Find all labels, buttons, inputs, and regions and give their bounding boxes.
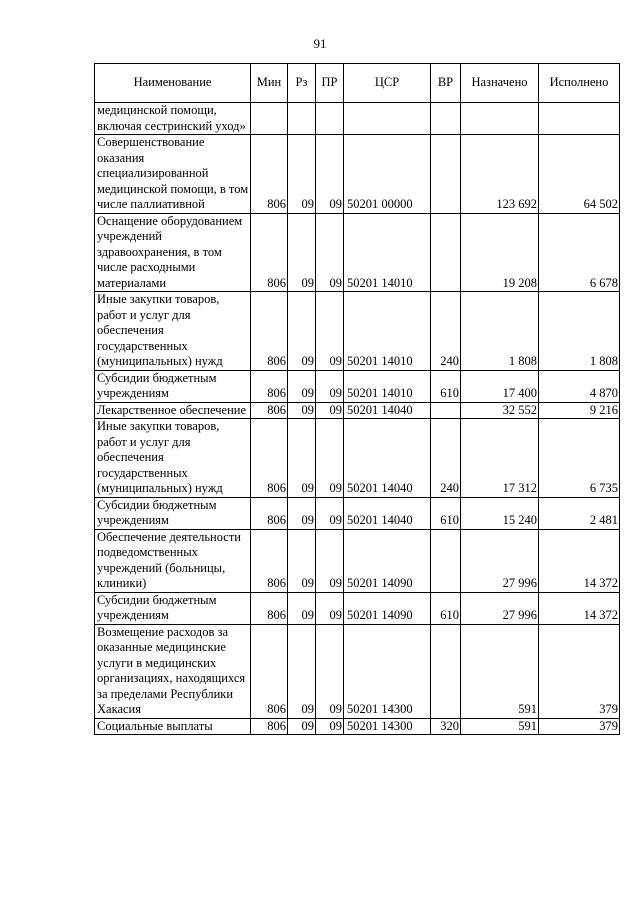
cell-vr: 240 — [431, 292, 461, 371]
cell-rz: 09 — [288, 624, 316, 718]
cell-csr: 50201 14300 — [344, 718, 431, 735]
cell-name: Совершенствование оказания специализированной медицинской помощи, в том числе паллиативной — [95, 135, 251, 214]
cell-name: Иные закупки товаров, работ и услуг для обеспечения государственных (муниципальных) нужд — [95, 419, 251, 498]
cell-name: Оснащение оборудованием учреждений здравоохранения, в том числе расходными материалами — [95, 213, 251, 292]
cell-executed — [539, 103, 620, 135]
table-row — [95, 497, 620, 529]
cell-executed: 64 502 — [539, 135, 620, 214]
cell-executed: 14 372 — [539, 592, 620, 624]
cell-name: Субсидии бюджетным учреждениям — [95, 370, 251, 402]
cell-rz: 09 — [288, 419, 316, 498]
budget-table — [94, 63, 620, 735]
cell-csr: 50201 14040 — [344, 497, 431, 529]
cell-assigned: 27 996 — [461, 592, 539, 624]
cell-rz: 09 — [288, 497, 316, 529]
cell-assigned: 27 996 — [461, 529, 539, 592]
header-executed: Исполнено — [539, 64, 620, 103]
header-min: Мин — [251, 64, 288, 103]
cell-min: 806 — [251, 592, 288, 624]
cell-assigned: 591 — [461, 718, 539, 735]
cell-name: Иные закупки товаров, работ и услуг для обеспечения государственных (муниципальных) нужд — [95, 292, 251, 371]
cell-rz: 09 — [288, 292, 316, 371]
cell-vr — [431, 529, 461, 592]
cell-assigned: 17 400 — [461, 370, 539, 402]
cell-rz: 09 — [288, 718, 316, 735]
cell-name: Субсидии бюджетным учреждениям — [95, 592, 251, 624]
cell-min: 806 — [251, 292, 288, 371]
cell-csr: 50201 00000 — [344, 135, 431, 214]
cell-rz: 09 — [288, 592, 316, 624]
cell-csr: 50201 14040 — [344, 419, 431, 498]
cell-executed: 6 678 — [539, 213, 620, 292]
cell-pr: 09 — [316, 497, 344, 529]
table-row — [95, 718, 620, 735]
cell-min: 806 — [251, 419, 288, 498]
cell-assigned: 1 808 — [461, 292, 539, 371]
cell-csr: 50201 14300 — [344, 624, 431, 718]
cell-rz: 09 — [288, 370, 316, 402]
page-number: 91 — [313, 36, 327, 51]
table-row — [95, 370, 620, 402]
cell-csr: 50201 14090 — [344, 529, 431, 592]
table-body — [95, 103, 620, 735]
cell-executed: 9 216 — [539, 402, 620, 419]
table-row — [95, 624, 620, 718]
cell-assigned: 17 312 — [461, 419, 539, 498]
cell-min: 806 — [251, 213, 288, 292]
cell-assigned: 15 240 — [461, 497, 539, 529]
cell-pr: 09 — [316, 624, 344, 718]
cell-vr: 240 — [431, 419, 461, 498]
cell-pr: 09 — [316, 213, 344, 292]
cell-assigned — [461, 103, 539, 135]
header-pr: ПР — [316, 64, 344, 103]
cell-pr: 09 — [316, 292, 344, 371]
cell-rz — [288, 103, 316, 135]
cell-executed: 4 870 — [539, 370, 620, 402]
cell-min: 806 — [251, 624, 288, 718]
cell-csr: 50201 14090 — [344, 592, 431, 624]
table-row — [95, 213, 620, 292]
cell-assigned: 19 208 — [461, 213, 539, 292]
cell-executed: 379 — [539, 718, 620, 735]
cell-min: 806 — [251, 402, 288, 419]
cell-min: 806 — [251, 497, 288, 529]
cell-vr: 320 — [431, 718, 461, 735]
cell-rz: 09 — [288, 213, 316, 292]
cell-min: 806 — [251, 529, 288, 592]
table-row — [95, 402, 620, 419]
cell-vr: 610 — [431, 370, 461, 402]
cell-assigned: 32 552 — [461, 402, 539, 419]
cell-csr: 50201 14010 — [344, 213, 431, 292]
cell-csr: 50201 14010 — [344, 370, 431, 402]
cell-executed: 6 735 — [539, 419, 620, 498]
cell-vr — [431, 213, 461, 292]
cell-assigned: 123 692 — [461, 135, 539, 214]
table-row — [95, 103, 620, 135]
table-row — [95, 292, 620, 371]
cell-min — [251, 103, 288, 135]
cell-pr: 09 — [316, 419, 344, 498]
cell-vr — [431, 402, 461, 419]
cell-vr — [431, 135, 461, 214]
cell-pr: 09 — [316, 592, 344, 624]
cell-pr: 09 — [316, 718, 344, 735]
cell-vr — [431, 624, 461, 718]
cell-min: 806 — [251, 135, 288, 214]
cell-name: Субсидии бюджетным учреждениям — [95, 497, 251, 529]
cell-pr: 09 — [316, 529, 344, 592]
cell-name: Возмещение расходов за оказанные медицинские услуги в медицинских организациях, находящихся за пределами Республики Хакасия — [95, 624, 251, 718]
cell-pr: 09 — [316, 370, 344, 402]
cell-csr: 50201 14010 — [344, 292, 431, 371]
cell-vr — [431, 103, 461, 135]
header-csr: ЦСР — [344, 64, 431, 103]
cell-min: 806 — [251, 718, 288, 735]
cell-name: Лекарственное обеспечение — [95, 402, 251, 419]
cell-name: медицинской помощи, включая сестринский уход» — [95, 103, 251, 135]
cell-csr: 50201 14040 — [344, 402, 431, 419]
header-assigned: Назначено — [461, 64, 539, 103]
cell-name: Обеспечение деятельности подведомственных учреждений (больницы, клиники) — [95, 529, 251, 592]
table-row — [95, 529, 620, 592]
cell-vr: 610 — [431, 497, 461, 529]
header-rz: Рз — [288, 64, 316, 103]
cell-executed: 14 372 — [539, 529, 620, 592]
cell-pr: 09 — [316, 402, 344, 419]
table-row — [95, 419, 620, 498]
cell-pr: 09 — [316, 135, 344, 214]
cell-vr: 610 — [431, 592, 461, 624]
cell-executed: 379 — [539, 624, 620, 718]
header-name: Наименование — [95, 64, 251, 103]
cell-executed: 1 808 — [539, 292, 620, 371]
cell-csr — [344, 103, 431, 135]
cell-rz: 09 — [288, 402, 316, 419]
header-vr: ВР — [431, 64, 461, 103]
cell-rz: 09 — [288, 529, 316, 592]
table-row — [95, 135, 620, 214]
table-header-row — [95, 64, 620, 103]
cell-name: Социальные выплаты — [95, 718, 251, 735]
table-row — [95, 592, 620, 624]
cell-rz: 09 — [288, 135, 316, 214]
cell-min: 806 — [251, 370, 288, 402]
cell-executed: 2 481 — [539, 497, 620, 529]
cell-assigned: 591 — [461, 624, 539, 718]
cell-pr — [316, 103, 344, 135]
